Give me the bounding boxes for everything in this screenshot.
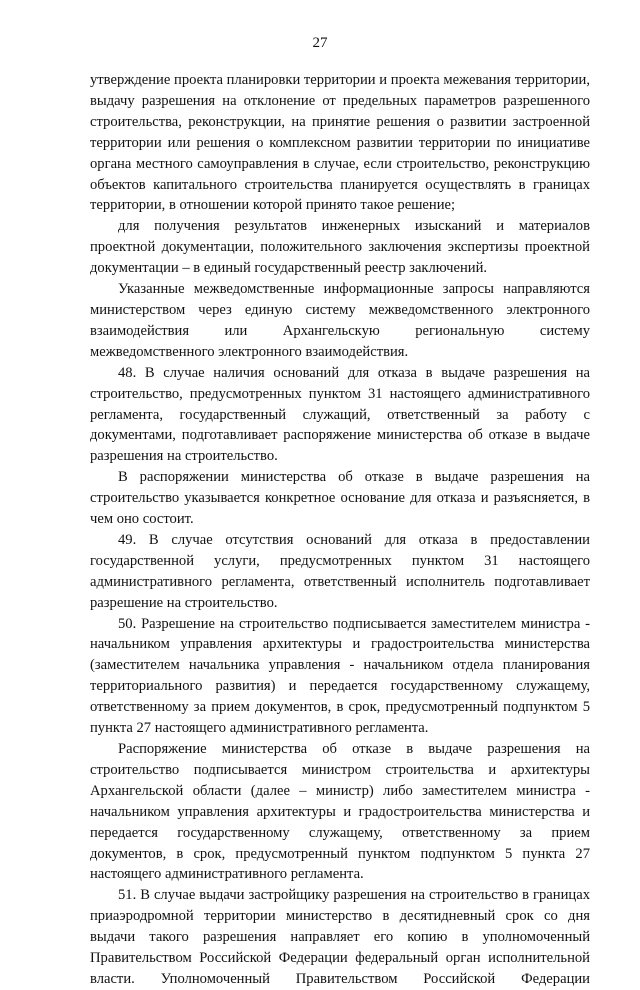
paragraph-clause-51: 51. В случае выдачи застройщику разрешения на строительство в границах приаэродромной территории министерство в десятидневный срок со дня выдачи такого разрешения направляет его копию в уполномоченный Правительством Российской Федерации федеральный орган исполнительной власти. Уполномоченный Правительством Российской Федерации [90, 887, 590, 987]
paragraph-refusal-order-signing: Распоряжение министерства об отказе в выдаче разрешения на строительство подписывается министром строительства и архитектуры Архангельской области (далее – министр) либо заместителем министра - начальником управления архитектуры и градостроительства министерства и передается государственному служащему, ответственному за прием документов, в срок, предусмотренный пунктом подпунктом 5 пункта 27 настоящего административного регламента. [90, 741, 590, 883]
page-number: 27 [312, 35, 328, 51]
document-body [90, 70, 590, 990]
paragraph-approval-continuation: утверждение проекта планировки территории и проекта межевания территории, выдачу разрешения на отклонение от предельных параметров разрешенного строительства, реконструкции, на принятие решения о развитии застроенной территории или решения о комплексном развитии территории по инициативе органа местного самоуправления в случае, если строительство, реконструкцию объектов капитального строительства планируется осуществлять в границах территории, в отношении которой принято такое решение; [90, 72, 590, 214]
paragraph-refusal-grounds: В распоряжении министерства об отказе в выдаче разрешения на строительство указывается конкретное основание для отказа и разъясняется, в чем оно состоит. [90, 469, 590, 528]
paragraph-clause-48: 48. В случае наличия оснований для отказа в выдаче разрешения на строительство, предусмотренных пунктом 31 настоящего административного регламента, государственный служащий, ответственный за работу с документами, подготавливает распоряжение министерства об отказе в выдаче разрешения на строительство. [90, 364, 590, 465]
paragraph-engineering-surveys: для получения результатов инженерных изысканий и материалов проектной документации, положительного заключения экспертизы проектной документации – в единый государственный реестр заключений. [90, 218, 590, 277]
paragraph-clause-50: 50. Разрешение на строительство подписывается заместителем министра - начальником управления архитектуры и градостроительства министерства (заместителем начальника управления - начальником отдела планирования территориального развития) и передается государственному служащему, ответственному за прием документов, в срок, предусмотренный подпунктом 5 пункта 27 настоящего административного регламента. [90, 615, 590, 737]
paragraph-clause-49: 49. В случае отсутствия оснований для отказа в предоставлении государственной услуги, предусмотренных пунктом 31 настоящего административного регламента, ответственный исполнитель подготавливает разрешение на строительство. [90, 531, 590, 611]
paragraph-interagency-requests: Указанные межведомственные информационные запросы направляются министерством через единую систему межведомственного электронного взаимодействия или Архангельскую региональную систему межведомственного электронного взаимодействия. [90, 281, 590, 360]
